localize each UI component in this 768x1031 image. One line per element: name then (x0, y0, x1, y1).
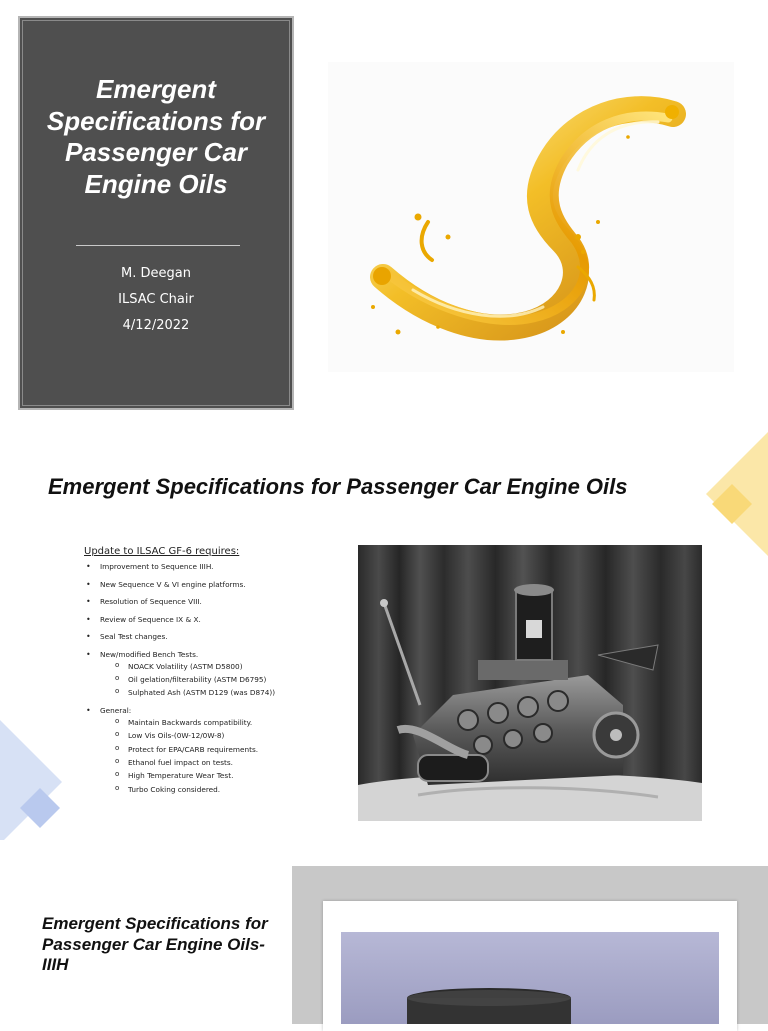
author-role: ILSAC Chair (118, 292, 194, 307)
sub-list-item: o Sulphated Ash (ASTM D129 (was D874)) (100, 688, 346, 697)
author-name: M. Deegan (121, 266, 191, 281)
list-item-label: General: (100, 705, 132, 715)
blue-diamond-decoration (0, 720, 70, 840)
oil-splash-image (328, 62, 734, 372)
title-card (18, 16, 294, 410)
list-item: • Resolution of Sequence VIII. (84, 597, 346, 606)
list-item: • Review of Sequence IX & X. (84, 615, 346, 624)
sub-list-item: o High Temperature Wear Test. (100, 771, 346, 780)
list-item-label: New/modified Bench Tests. (100, 649, 199, 659)
sub-list-item: o Ethanol fuel impact on tests. (100, 758, 346, 767)
sub-list-item: o Maintain Backwards compatibility. (100, 718, 346, 727)
general-sublist (100, 718, 346, 794)
sub-list-item: o Turbo Coking considered. (100, 785, 346, 794)
presentation-date: 4/12/2022 (122, 318, 190, 333)
requirements-items (84, 562, 346, 794)
sub-list-item: o Oil gelation/filterability (ASTM D6795) (100, 675, 346, 684)
list-item: • Seal Test changes. (84, 632, 346, 641)
slide-title: Emergent Specifications for Passenger Car Engine Oils-IIIH (42, 914, 268, 974)
slide-title: Emergent Specifications for Passenger Car Engine Oils (48, 474, 628, 499)
list-item: • Improvement to Sequence IIIH. (84, 562, 346, 571)
title-divider (76, 245, 240, 246)
yellow-diamond-decoration (696, 432, 768, 562)
sub-list-item: o NOACK Volatility (ASTM D5800) (100, 662, 346, 671)
requirements-list (84, 546, 346, 802)
presentation-title: Emergent Specifications for Passenger Car Engine Oils (46, 74, 266, 199)
list-item-general (84, 706, 346, 794)
sub-list-item: o Protect for EPA/CARB requirements. (100, 745, 346, 754)
filter-photo (341, 932, 719, 1024)
bench-tests-sublist (100, 662, 346, 698)
requirements-heading: Update to ILSAC GF-6 requires: (84, 546, 240, 557)
engine-photo (358, 545, 702, 821)
list-item-bench-tests (84, 650, 346, 698)
list-item: • New Sequence V & VI engine platforms. (84, 580, 346, 589)
sub-list-item: o Low Vis Oils-(0W-12/0W-8) (100, 731, 346, 740)
